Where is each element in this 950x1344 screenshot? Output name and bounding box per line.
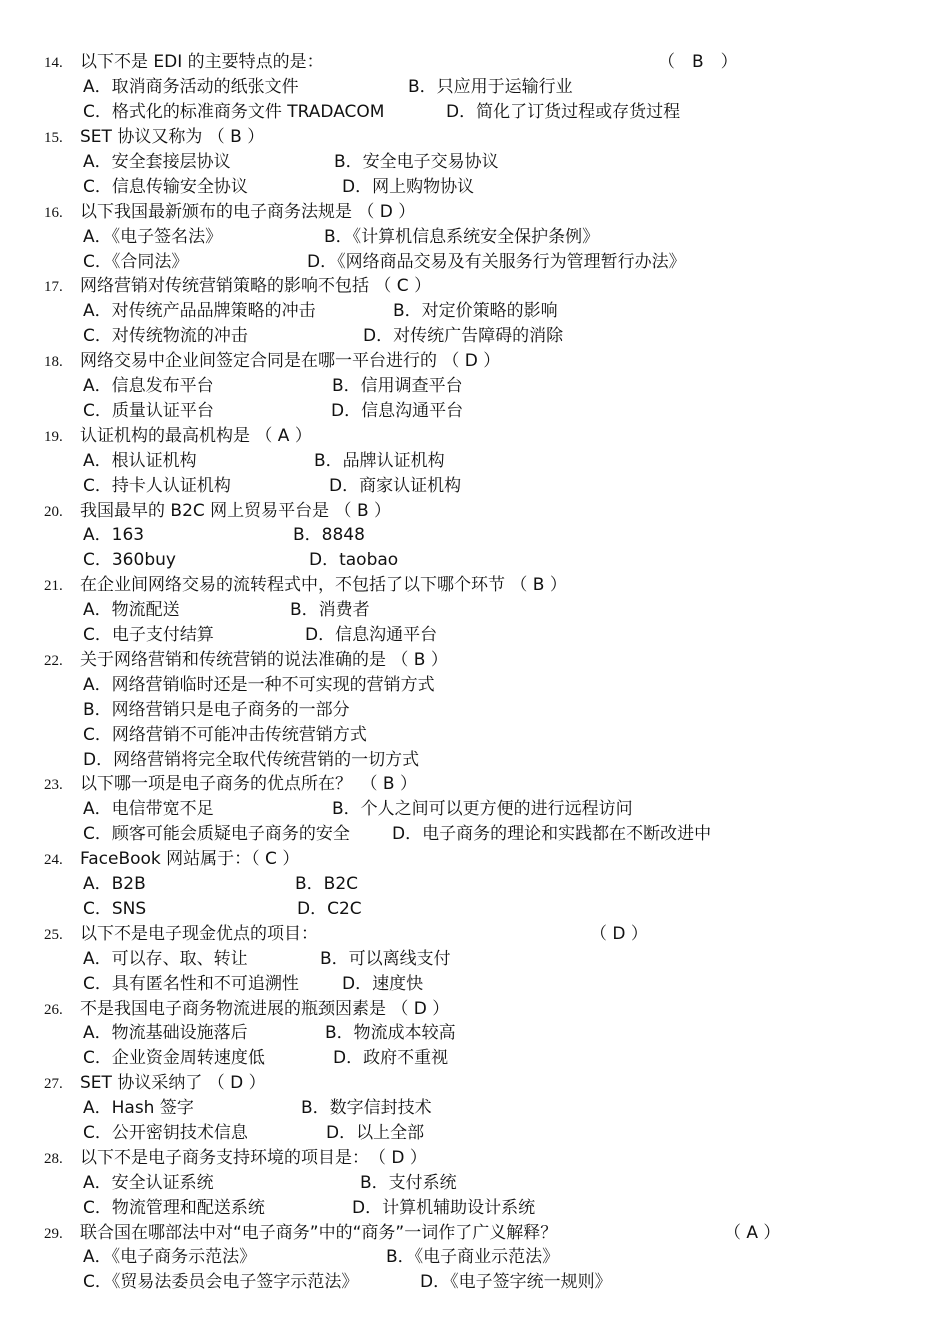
option-b: B．可以离线支付 [320,949,451,969]
option-c: C．企业资金周转速度低 [83,1048,265,1068]
option-b: B．物流成本较高 [325,1023,456,1043]
option-row [0,1096,950,1121]
question-number: 20. [44,504,63,520]
option-b: B．8848 [293,525,365,545]
question-29 [0,1221,950,1246]
question-26 [0,997,950,1022]
option-a: A．《电子签名法》 [83,227,223,247]
option-a: A．信息发布平台 [83,376,214,396]
option-row [0,175,950,200]
option-a: A．根认证机构 [83,451,197,471]
option-b: B．网络营销只是电子商务的一部分 [83,700,350,720]
option-row [0,1171,950,1196]
question-number: 25. [44,927,63,943]
option-row [0,1121,950,1146]
question-text: 以下我国最新颁布的电子商务法规是 （ D ） [80,202,416,222]
option-row [0,100,950,125]
question-text: FaceBook 网站属于：（ C ） [80,849,300,869]
question-number: 14. [44,55,63,71]
option-row [0,897,950,922]
question-text: 我国最早的 B2C 网上贸易平台是 （ B ） [80,501,392,521]
question-answer: （ B ） [658,52,738,72]
option-d: D．商家认证机构 [329,476,462,496]
option-c: C．物流管理和配送系统 [83,1198,265,1218]
question-answer: （ D ） [590,924,648,944]
option-row [0,150,950,175]
option-c: C．《贸易法委员会电子签字示范法》 [83,1272,359,1292]
option-d: D．简化了订货过程或存货过程 [446,102,681,122]
option-d: D．《网络商品交易及有关服务行为管理暂行办法》 [307,252,686,272]
option-c: C．电子支付结算 [83,625,214,645]
option-c: C．360buy [83,550,176,570]
option-a: A．网络营销临时还是一种不可实现的营销方式 [83,675,435,695]
question-text: 联合国在哪部法中对“电子商务”中的“商务”一词作了广义解释？ [80,1223,558,1243]
option-c: C．信息传输安全协议 [83,177,248,197]
option-a: A．《电子商务示范法》 [83,1247,257,1267]
option-row [0,299,950,324]
question-number: 26. [44,1002,63,1018]
question-number: 15. [44,130,63,146]
question-text: 不是我国电子商务物流进展的瓶颈因素是 （ D ） [80,999,450,1019]
option-d: D．C2C [297,899,362,919]
option-c: C．SNS [83,899,147,919]
option-a: A．安全认证系统 [83,1173,214,1193]
option-row [0,797,950,822]
option-row [0,250,950,275]
question-text: 认证机构的最高机构是 （ A ） [80,426,312,446]
question-text: 以下不是电子现金优点的项目： [80,924,318,944]
option-a: A．Hash 签字 [83,1098,194,1118]
option-b: B．数字信封技术 [301,1098,432,1118]
question-answer: （ A ） [724,1223,781,1243]
question-text: 以下不是电子商务支持环境的项目是： （ D ） [80,1148,427,1168]
question-number: 22. [44,653,63,669]
option-row [0,449,950,474]
option-c: C．公开密钥技术信息 [83,1123,248,1143]
option-a: A．B2B [83,874,146,894]
option-b: B．支付系统 [360,1173,457,1193]
question-text: 以下哪一项是电子商务的优点所在？ （ B ） [80,774,417,794]
question-28 [0,1146,950,1171]
question-number: 27. [44,1076,63,1092]
option-row [0,698,950,723]
question-22 [0,648,950,673]
question-number: 19. [44,429,63,445]
question-number: 29. [44,1226,63,1242]
question-24 [0,847,950,872]
option-row [0,822,950,847]
option-row [0,1021,950,1046]
option-d: D．电子商务的理论和实践都在不断改进中 [392,824,712,844]
question-number: 24. [44,852,63,868]
question-25 [0,922,950,947]
option-d: D．信息沟通平台 [331,401,464,421]
option-row [0,324,950,349]
option-c: C．质量认证平台 [83,401,214,421]
option-row [0,1270,950,1295]
question-text: 网络营销对传统营销策略的影响不包括 （ C ） [80,276,432,296]
question-number: 23. [44,777,63,793]
option-b: B．消费者 [290,600,370,620]
option-d: D．对传统广告障碍的消除 [363,326,564,346]
question-text: 以下不是 EDI 的主要特点的是： [80,52,324,72]
option-b: B．《电子商业示范法》 [386,1247,560,1267]
option-d: D．以上全部 [326,1123,425,1143]
option-row [0,972,950,997]
option-b: B．品牌认证机构 [314,451,445,471]
option-a: A．对传统产品品牌策略的冲击 [83,301,316,321]
question-21 [0,573,950,598]
option-b: B．只应用于运输行业 [408,77,573,97]
option-d: D．信息沟通平台 [305,625,438,645]
option-row [0,225,950,250]
option-a: A．物流基础设施落后 [83,1023,248,1043]
option-row [0,374,950,399]
option-a: A．取消商务活动的纸张文件 [83,77,299,97]
option-row [0,1245,950,1270]
question-text: 关于网络营销和传统营销的说法准确的是 （ B ） [80,650,448,670]
option-d: D．《电子签字统一规则》 [420,1272,612,1292]
question-text: SET 协议又称为 （ B ） [80,127,265,147]
option-d: D．速度快 [342,974,424,994]
option-row [0,673,950,698]
option-d: D．政府不重视 [333,1048,449,1068]
option-c: C．持卡人认证机构 [83,476,231,496]
question-number: 28. [44,1151,63,1167]
option-a: A．物流配送 [83,600,180,620]
option-row [0,523,950,548]
option-b: B．对定价策略的影响 [393,301,558,321]
option-a: A．电信带宽不足 [83,799,214,819]
option-c: C．对传统物流的冲击 [83,326,248,346]
option-row [0,548,950,573]
question-18 [0,349,950,374]
question-text: 网络交易中企业间签定合同是在哪一平台进行的 （ D ） [80,351,501,371]
option-c: C．《合同法》 [83,252,189,272]
option-d: D．网上购物协议 [342,177,475,197]
option-row [0,1196,950,1221]
question-text: SET 协议采纳了 （ D ） [80,1073,266,1093]
question-17 [0,274,950,299]
option-c: C．具有匿名性和不可追溯性 [83,974,299,994]
option-row [0,598,950,623]
option-row [0,75,950,100]
option-b: B．安全电子交易协议 [334,152,499,172]
question-23 [0,772,950,797]
question-text: 在企业间网络交易的流转程式中，不包括了以下哪个环节 （ B ） [80,575,567,595]
question-number: 18. [44,354,63,370]
option-b: B．B2C [295,874,359,894]
option-a: A．可以存、取、转让 [83,949,248,969]
option-row [0,623,950,648]
option-d: D．计算机辅助设计系统 [352,1198,536,1218]
option-row [0,872,950,897]
option-c: C．顾客可能会质疑电子商务的安全 [83,824,350,844]
question-number: 21. [44,578,63,594]
option-c: C．网络营销不可能冲击传统营销方式 [83,725,367,745]
option-d: D．taobao [309,550,399,570]
option-row [0,474,950,499]
option-d: D．网络营销将完全取代传统营销的一切方式 [83,750,420,770]
question-20 [0,499,950,524]
question-19 [0,424,950,449]
question-16 [0,200,950,225]
option-a: A．163 [83,525,145,545]
question-27 [0,1071,950,1096]
option-b: B．信用调查平台 [332,376,463,396]
option-row [0,947,950,972]
option-row [0,399,950,424]
option-row [0,1046,950,1071]
option-row [0,723,950,748]
question-15 [0,125,950,150]
question-number: 17. [44,279,63,295]
option-row [0,748,950,773]
question-number: 16. [44,205,63,221]
question-14 [0,50,950,75]
option-b: B．个人之间可以更方便的进行远程访问 [332,799,633,819]
option-b: B．《计算机信息系统安全保护条例》 [324,227,600,247]
option-a: A．安全套接层协议 [83,152,231,172]
option-c: C．格式化的标准商务文件 TRADACOM [83,102,385,122]
